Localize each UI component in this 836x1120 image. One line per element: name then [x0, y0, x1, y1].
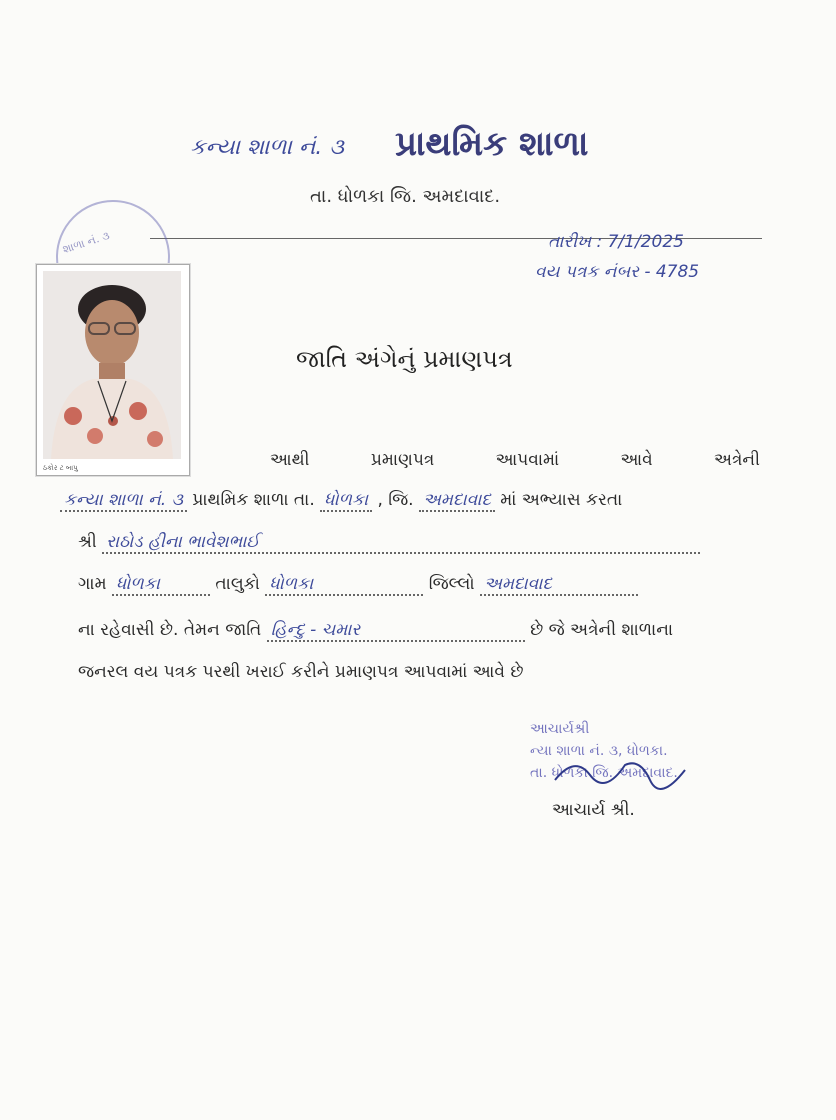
principal-signature [550, 750, 690, 790]
district-fill-2: અમદાવાદ [480, 574, 638, 596]
word: પ્રમાણપત્ર [370, 450, 435, 470]
word: અત્રેની [714, 450, 760, 470]
photo-caption: ઠકોર ટ બાપુ [43, 464, 78, 472]
school-name-fill: કન્યા શાળા નં. ૩ [60, 490, 187, 512]
register-number-field: વય પત્રક નંબર - 4785 [535, 262, 700, 282]
text: માં અભ્યાસ કરતા [500, 490, 623, 510]
body-line-2 [60, 490, 622, 512]
school-title: પ્રાથમિક શાળા [395, 124, 589, 164]
seal-line-3: તા. ધોળકા જિ. અમદાવાદ. [530, 765, 678, 781]
taluka-fill-2: ધોળકા [265, 574, 423, 596]
district-fill: અમદાવાદ [419, 490, 495, 512]
prefix: શ્રી [78, 532, 97, 552]
certificate-title: જાતિ અંગેનું પ્રમાણપત્ર [296, 345, 513, 373]
body-line-6: જનરલ વય પત્રક પરથી ખરાઈ કરીને પ્રમાણપત્ર આપવામાં આવે છે [78, 662, 524, 682]
district-label: જિલ્લો [428, 574, 475, 594]
body-line-1 [270, 450, 760, 470]
caste-fill: હિન્દુ - ચમાર [267, 620, 525, 642]
word: આથી [270, 450, 310, 470]
seal-line-2: ન્યા શાળા નં. ૩, ધોળકા. [530, 743, 668, 759]
word: આવે [620, 450, 653, 470]
body-line-3 [78, 532, 700, 554]
taluka-label: તાલુકો [215, 574, 260, 594]
taluka-fill: ધોળકા [320, 490, 372, 512]
body-line-4 [78, 574, 638, 596]
village-label: ગામ [78, 574, 107, 594]
text: પ્રાથમિક શાળા તા. [192, 490, 315, 510]
portrait-illustration [43, 271, 181, 459]
date-field: તારીખ : 7/1/2025 [548, 232, 684, 252]
text: , જિ. [377, 490, 414, 510]
text: છે જે અત્રેની શાળાના [530, 620, 674, 640]
word: આપવામાં [495, 450, 560, 470]
body-line-5 [78, 620, 673, 642]
school-seal-text: શાળા નં. ૩ [61, 228, 112, 257]
student-name-fill: રાઠોડ હીના ભાવેશભાઈ [102, 532, 700, 554]
student-photo [36, 264, 190, 476]
seal-line-1: આચાર્યશ્રી [530, 721, 590, 737]
text: ના રહેવાસી છે. તેમન જાતિ [78, 620, 262, 640]
village-fill: ધોળકા [112, 574, 210, 596]
photo-portrait [43, 271, 181, 459]
school-address: તા. ધોળકા જિ. અમદાવાદ. [310, 186, 501, 207]
school-name-prefix: કન્યા શાળા નં. ૩ [190, 135, 344, 160]
principal-label: આચાર્ય શ્રી. [552, 800, 635, 820]
